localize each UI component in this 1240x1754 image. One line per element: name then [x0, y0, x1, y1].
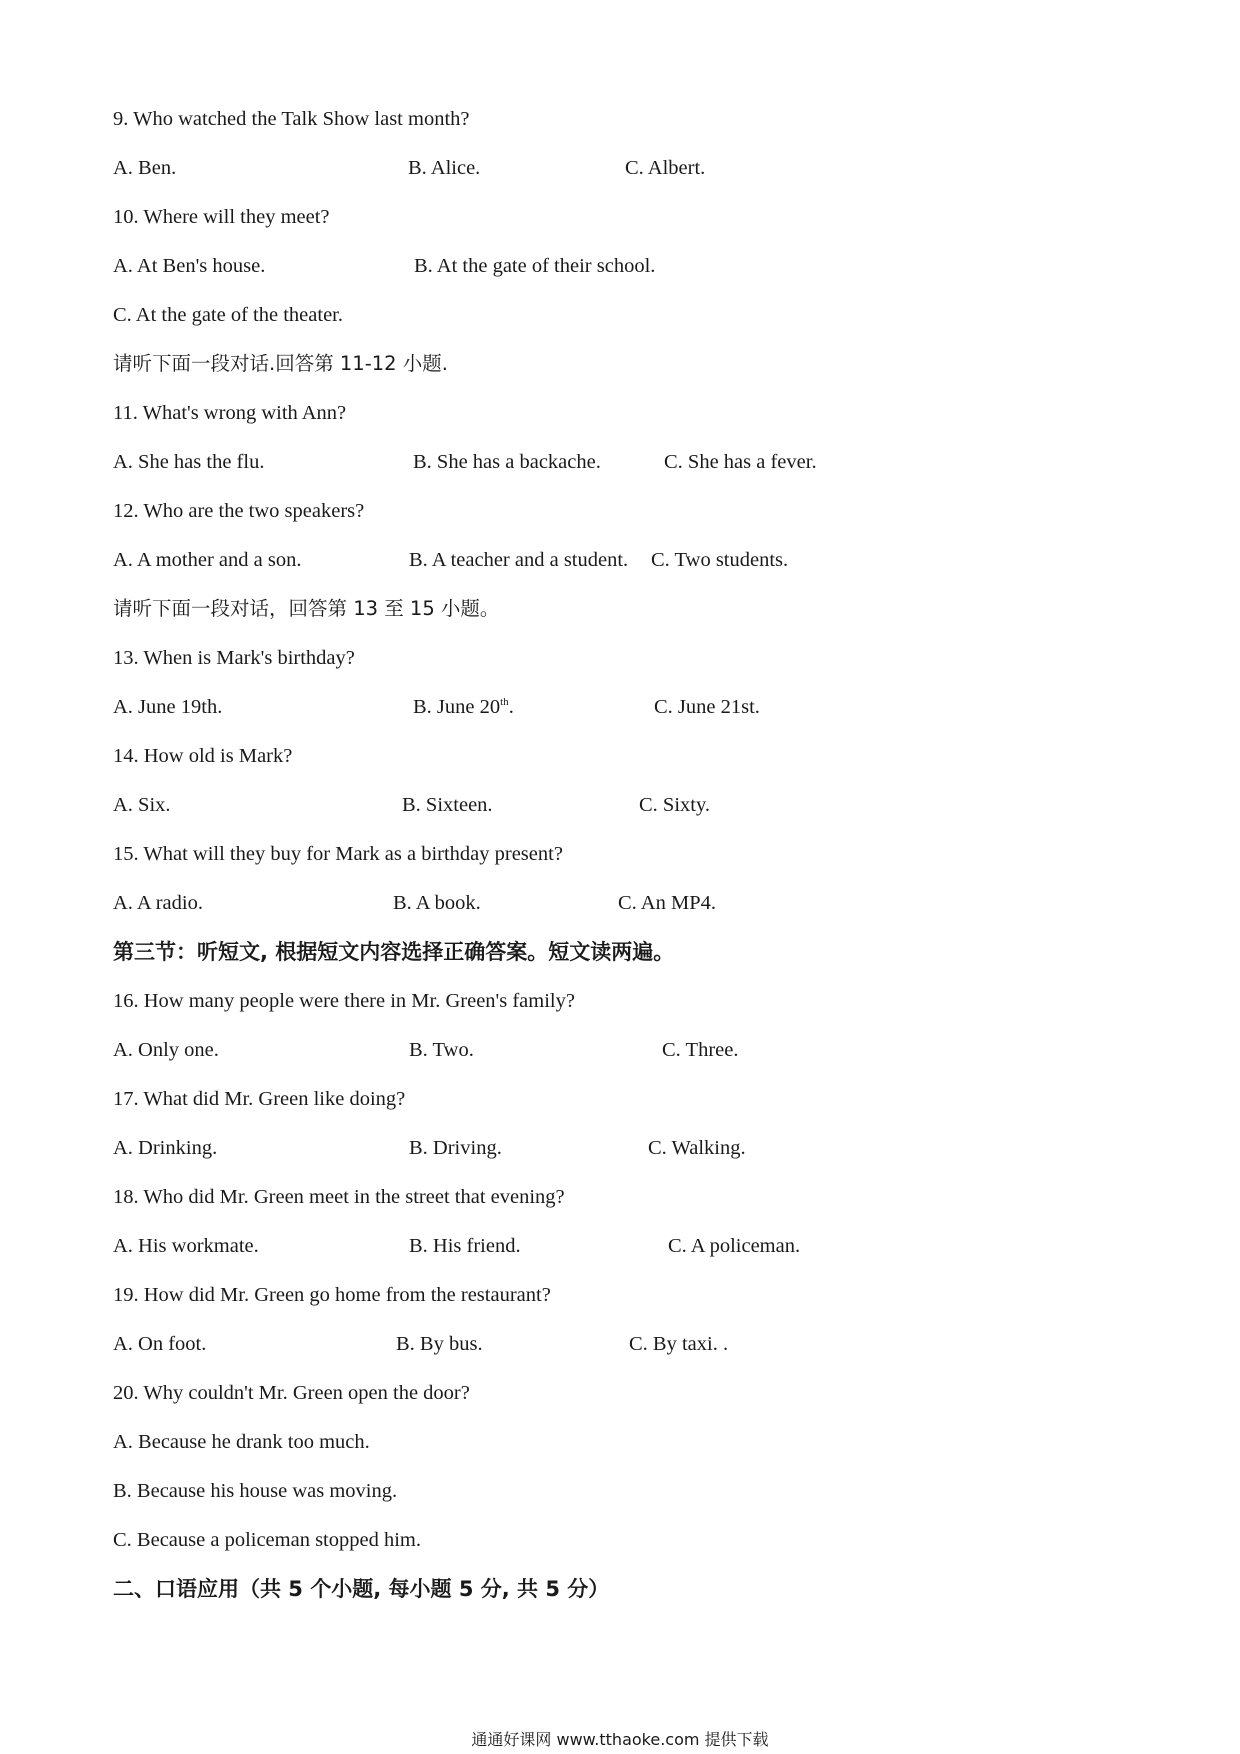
option-c: C. A policeman.	[668, 1235, 801, 1257]
question-20: 20. Why couldn't Mr. Green open the door?	[113, 1382, 470, 1404]
instruction-13-15: 请听下面一段对话，回答第 13 至 15 小题。	[113, 597, 500, 620]
option-c: C. Sixty.	[639, 794, 711, 816]
option-a: A. She has the flu.	[113, 451, 265, 473]
option-a: A. Ben.	[113, 157, 177, 179]
question-18: 18. Who did Mr. Green meet in the street that evening?	[113, 1186, 565, 1208]
option-a: A. His workmate.	[113, 1235, 259, 1257]
option-c: C. Because a policeman stopped him.	[113, 1529, 421, 1551]
option-b: B. A book.	[393, 892, 481, 914]
question-17: 17. What did Mr. Green like doing?	[113, 1088, 406, 1110]
option-b: B. Because his house was moving.	[113, 1480, 398, 1502]
option-c: C. Walking.	[648, 1137, 746, 1159]
option-b	[413, 694, 514, 720]
question-13: 13. When is Mark's birthday?	[113, 647, 355, 669]
question-10: 10. Where will they meet?	[113, 206, 330, 228]
question-16: 16. How many people were there in Mr. Green's family?	[113, 990, 575, 1012]
option-b: B. His friend.	[409, 1235, 521, 1257]
option-b-text: B. June 20	[413, 696, 501, 718]
section-3-heading: 第三节：听短文, 根据短文内容选择正确答案。短文读两遍。	[113, 940, 675, 964]
option-c: C. At the gate of the theater.	[113, 304, 343, 326]
option-c: C. Albert.	[625, 157, 706, 179]
option-b: B. Two.	[409, 1039, 474, 1061]
option-c: C. Three.	[662, 1039, 739, 1061]
option-b: B. A teacher and a student.	[409, 549, 629, 571]
option-c: C. An MP4.	[618, 892, 716, 914]
option-a: A. At Ben's house.	[113, 255, 266, 277]
option-a: A. A radio.	[113, 892, 203, 914]
option-b-superscript: th	[500, 696, 509, 709]
question-15: 15. What will they buy for Mark as a birthday present?	[113, 843, 563, 865]
question-11: 11. What's wrong with Ann?	[113, 402, 347, 424]
option-a: A. Because he drank too much.	[113, 1431, 370, 1453]
option-a: A. A mother and a son.	[113, 549, 302, 571]
option-c: C. She has a fever.	[664, 451, 817, 473]
question-19: 19. How did Mr. Green go home from the restaurant?	[113, 1284, 551, 1306]
option-c: C. Two students.	[651, 549, 789, 571]
option-b: B. Alice.	[408, 157, 481, 179]
question-9: 9. Who watched the Talk Show last month?	[113, 108, 470, 130]
option-a: A. Only one.	[113, 1039, 219, 1061]
option-b: B. Driving.	[409, 1137, 502, 1159]
question-14: 14. How old is Mark?	[113, 745, 293, 767]
page-footer: 通通好课网 www.tthaoke.com 提供下载	[471, 1730, 769, 1749]
question-12: 12. Who are the two speakers?	[113, 500, 365, 522]
option-a: A. June 19th.	[113, 696, 223, 718]
option-c: C. June 21st.	[654, 696, 760, 718]
option-b-period: .	[508, 696, 514, 718]
part-2-heading: 二、口语应用（共 5 个小题, 每小题 5 分, 共 5 分）	[113, 1577, 610, 1601]
option-a: A. Drinking.	[113, 1137, 218, 1159]
option-b: B. At the gate of their school.	[414, 255, 656, 277]
instruction-11-12: 请听下面一段对话.回答第 11-12 小题.	[113, 352, 448, 375]
option-b: B. Sixteen.	[402, 794, 493, 816]
option-c: C. By taxi. .	[629, 1333, 729, 1355]
option-a: A. Six.	[113, 794, 171, 816]
option-b: B. She has a backache.	[413, 451, 601, 473]
option-b: B. By bus.	[396, 1333, 483, 1355]
option-a: A. On foot.	[113, 1333, 207, 1355]
